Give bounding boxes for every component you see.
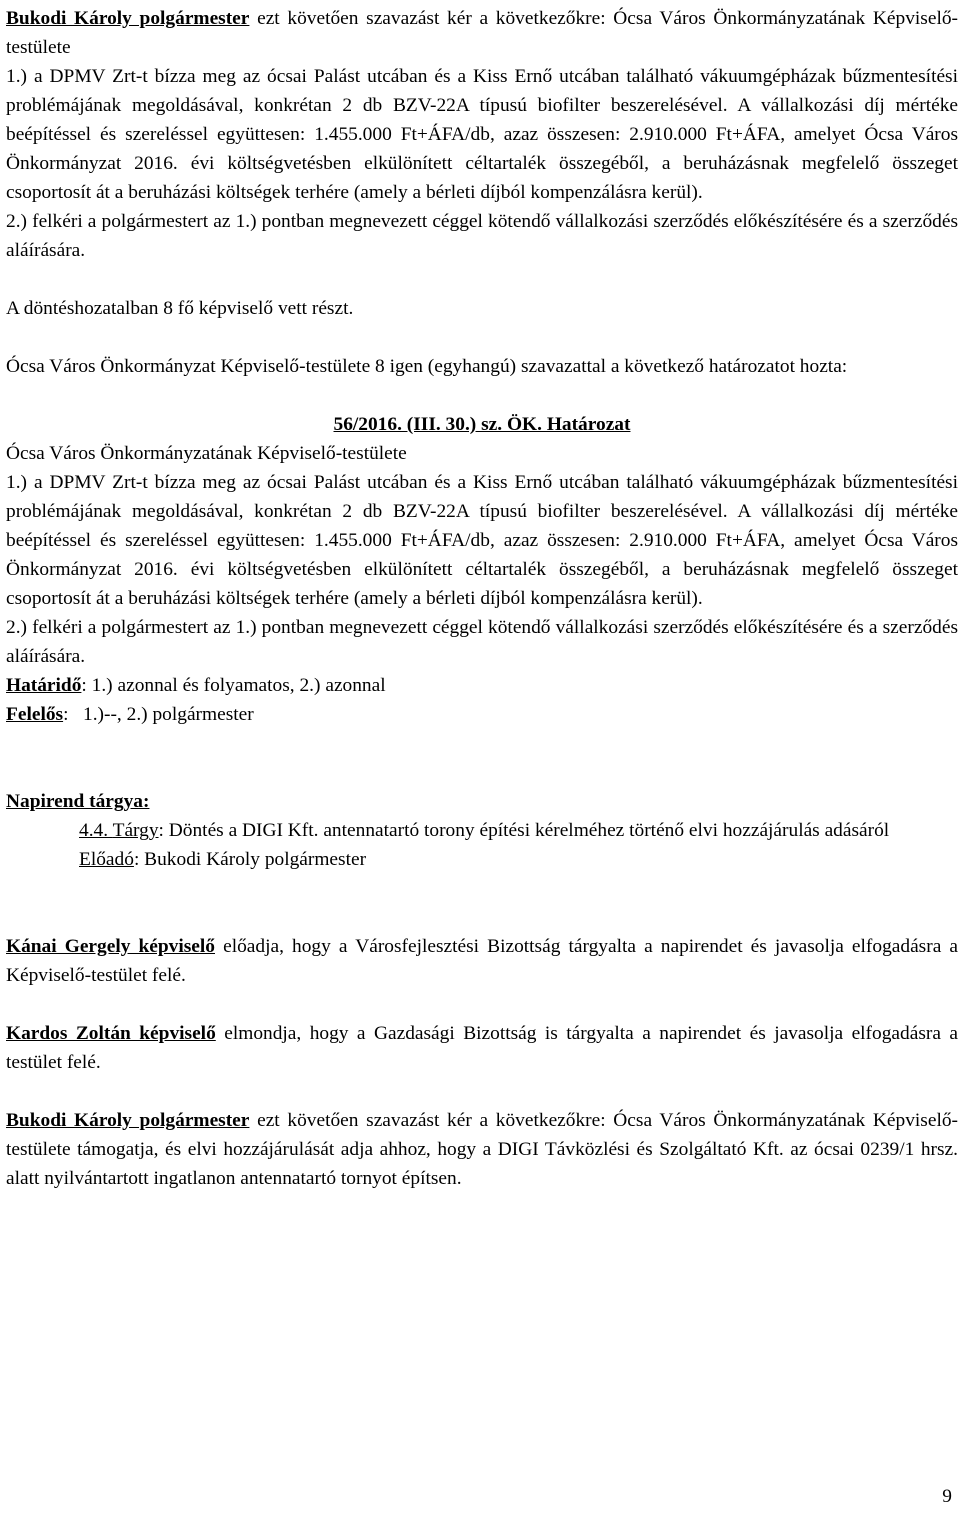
agenda-presenter [79, 845, 958, 874]
responsible-label: Felelős [6, 704, 64, 725]
paragraph-text: ezt követően szavazást kér a következőkre: Ócsa Város Önkormányzatának Képviselő-testülete [6, 8, 959, 58]
speaker-name: Kardos Zoltán képviselő [6, 1023, 216, 1044]
agenda-item-number: 4.4. [79, 820, 113, 841]
paragraph-vote-request-1 [6, 4, 958, 62]
resolution-body: Ócsa Város Önkormányzatának Képviselő-testülete [6, 443, 407, 464]
agenda-presenter-label: Előadó [79, 849, 134, 870]
attendance-line: A döntéshozatalban 8 fő képviselő vett részt. [6, 298, 354, 319]
paragraph-text: előadja, hogy a Városfejlesztési Bizottság tárgyalta a napirendet és javasolja elfogadásra a Képviselő-testület felé. [6, 936, 958, 986]
agenda-presenter-value: : Bukodi Károly polgármester [133, 849, 367, 870]
document-page [6, 4, 958, 1193]
paragraph-kanai [6, 932, 958, 990]
page-number: 9 [942, 1486, 952, 1507]
deadline-value: : 1.) azonnal és folyamatos, 2.) azonnal [81, 675, 386, 696]
deadline-line [6, 671, 958, 700]
resolution-point-1: 1.) a DPMV Zrt-t bízza meg az ócsai Palást utcában és a Kiss Ernő utcában található vákuumgépházak bűzmentesítési problémájának megoldásával, konkrétan 2 db BZV-22A típusú biofilter beszerelésével. A vállalkozási díj mértéke beépítéssel és szereléssel együttesen: 1.455.000 Ft+ÁFA/db, azaz összesen: 2.910.000 Ft+ÁFA, amelyet Ócsa Város Önkormányzat 2016. évi költségvetésben elkülönített céltartalék összegéből, a beruházásnak megfelelő összeget csoportosít át a beruházási költségek terhére (amely a bérleti díjból kompenzálásra kerül). [6, 472, 958, 609]
paragraph-text: ezt követően szavazást kér a következőkre: Ócsa Város Önkormányzatának Képviselő-testülete támogatja, és elvi hozzájárulását adja ahhoz, hogy a DIGI Távközlési és Szolgáltató Kft. az ócsai 0239/1 hrsz. alatt nyilvántartott ingatlanon antennatartó tornyot építsen. [6, 1110, 959, 1189]
paragraph-text: elmondja, hogy a Gazdasági Bizottság is tárgyalta a napirendet és javasolja elfogadásra a testület felé. [6, 1023, 958, 1073]
proposal-point-2: 2.) felkéri a polgármestert az 1.) pontban megnevezett céggel kötendő vállalkozási szerződés előkészítésére és a szerződés aláírására. [6, 211, 958, 261]
paragraph-vote-request-2 [6, 1106, 958, 1193]
resolution-point-2: 2.) felkéri a polgármestert az 1.) pontban megnevezett céggel kötendő vállalkozási szerződés előkészítésére és a szerződés aláírására. [6, 617, 958, 667]
agenda-subject-label: Tárgy [112, 820, 159, 841]
responsible-line [6, 700, 958, 729]
speaker-name: Bukodi Károly polgármester [6, 1110, 250, 1131]
responsible-value: : 1.)--, 2.) polgármester [63, 704, 254, 725]
agenda-label: Napirend tárgya: [6, 791, 150, 812]
deadline-label: Határidő [6, 675, 82, 696]
proposal-point-1: 1.) a DPMV Zrt-t bízza meg az ócsai Palást utcában és a Kiss Ernő utcában található vákuumgépházak bűzmentesítési problémájának megoldásával, konkrétan 2 db BZV-22A típusú biofilter beszerelésével. A vállalkozási díj mértéke beépítéssel és szereléssel együttesen: 1.455.000 Ft+ÁFA/db, azaz összesen: 2.910.000 Ft+ÁFA, amelyet Ócsa Város Önkormányzat 2016. évi költségvetésben elkülönített céltartalék összegéből, a beruházásnak megfelelő összeget csoportosít át a beruházási költségek terhére (amely a bérleti díjból kompenzálásra kerül). [6, 66, 958, 203]
paragraph-kardos [6, 1019, 958, 1077]
resolution-title: 56/2016. (III. 30.) sz. ÖK. Határozat [333, 414, 631, 435]
speaker-name: Bukodi Károly polgármester [6, 8, 250, 29]
agenda-subject-value: : Döntés a DIGI Kft. antennatartó torony építési kérelméhez történő elvi hozzájárulás adásáról [158, 820, 890, 841]
agenda-subject [79, 816, 958, 845]
vote-result-line: Ócsa Város Önkormányzat Képviselő-testülete 8 igen (egyhangú) szavazattal a következő határozatot hozta: [6, 356, 848, 377]
speaker-name: Kánai Gergely képviselő [6, 936, 215, 957]
